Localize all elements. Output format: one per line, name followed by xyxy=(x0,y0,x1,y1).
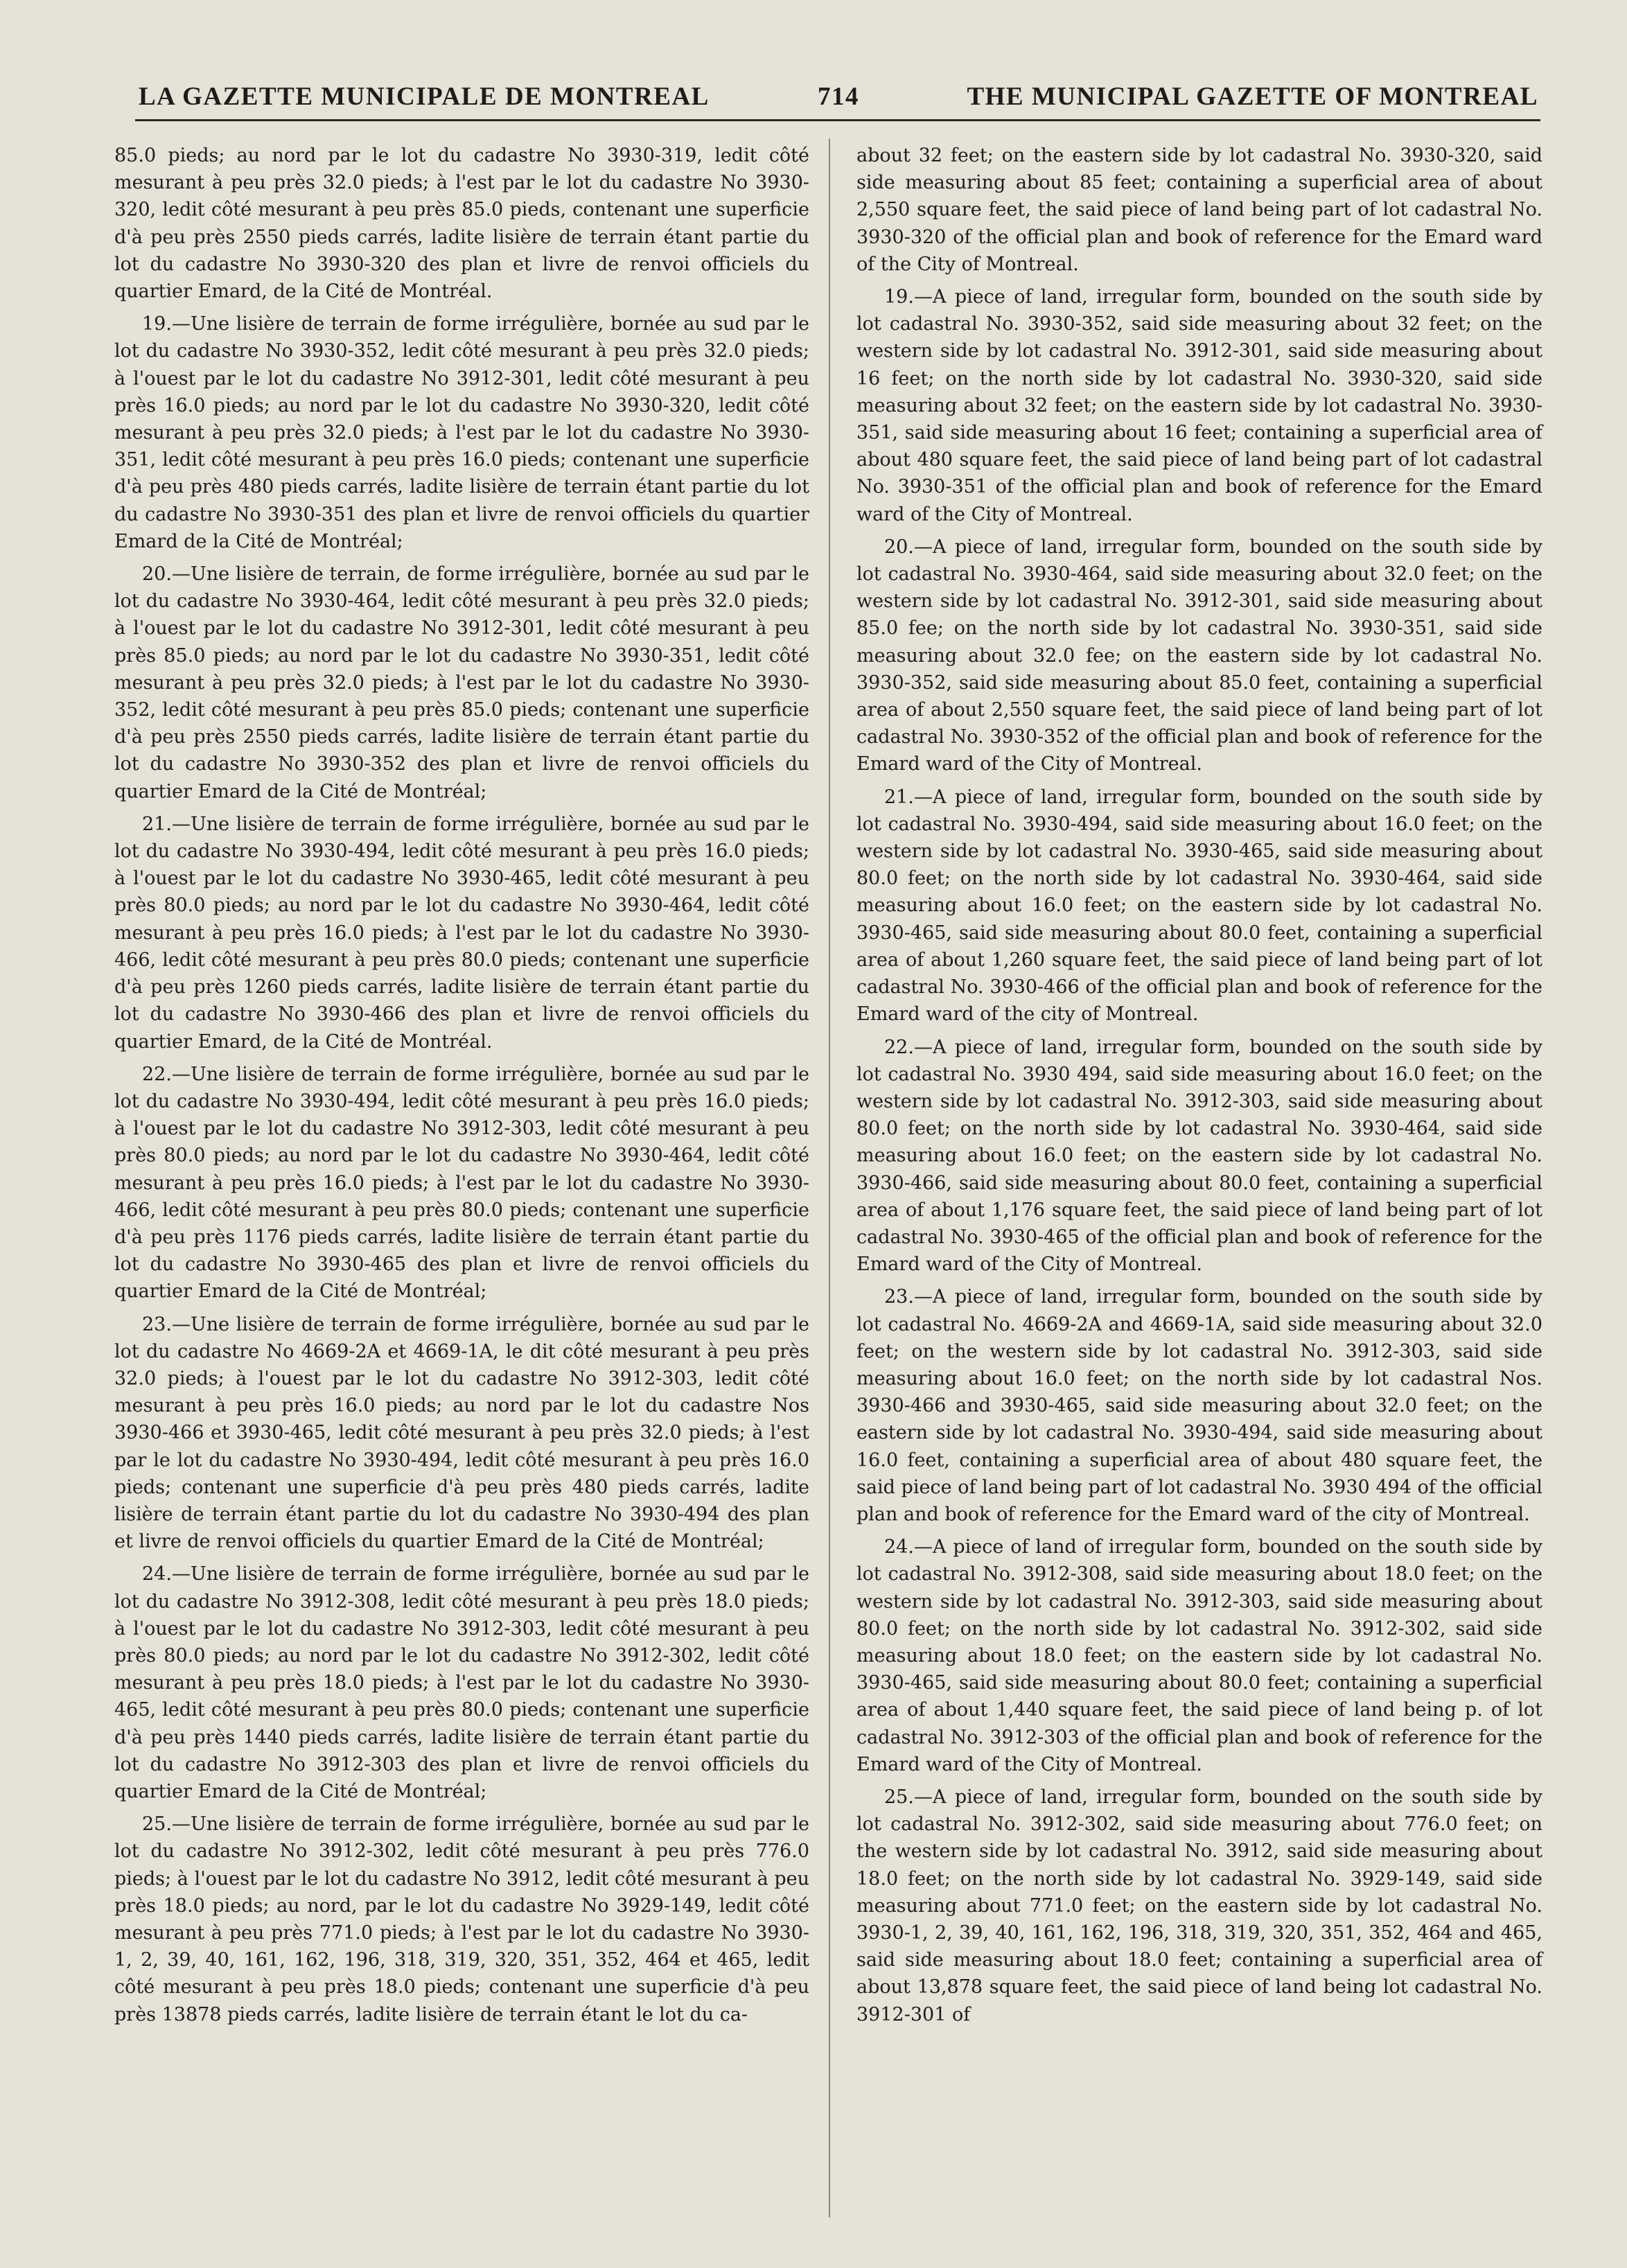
paragraph-fr-24: 24.—Une lisière de terrain de forme irrégulière, bornée au sud par le lot du cadastre No 3912-308, ledit côté mesurant à peu près 18.0 pieds; à l'ouest par le lot du cadastre No 3912-303, ledit côté mesurant à peu près 80.0 pieds; au nord par le lot du cadastre No 3912-302, ledit côté mesurant à peu près 18.0 pieds; à l'est par le lot du cadastre No 3930-465, ledit côté mesurant à peu près 80.0 pieds; contenant une superficie d'à peu près 1440 pieds carrés, ladite lisière de terrain étant partie du lot du cadastre No 3912-303 des plan et livre de renvoi officiels du quartier Emard de la Cité de Montréal; xyxy=(114,1563,809,1802)
paragraph-en-18-end: about 32 feet; on the eastern side by lot cadastral No. 3930-320, said side measuring about 85 feet; containing a superficial area of about 2,550 square feet, the said piece of land being part of lot cadastral No. 3930-320 of the official plan and book of reference for the Emard ward of the City of Montreal. xyxy=(856,145,1542,275)
paragraph-fr-22: 22.—Une lisière de terrain de forme irrégulière, bornée au sud par le lot du cadastre No 3930-494, ledit côté mesurant à peu près 16.0 pieds; à l'ouest par le lot du cadastre No 3912-303, ledit côté mesurant à peu près 80.0 pieds; au nord par le lot du cadastre No 3930-464, ledit côté mesurant à peu près 16.0 pieds; à l'est par le lot du cadastre No 3930-466, ledit côté mesurant à peu près 80.0 pieds; contenant une superficie d'à peu près 1176 pieds carrés, ladite lisière de terrain étant partie du lot du cadastre No 3930-465 des plan et livre de renvoi officiels du quartier Emard de la Cité de Montréal; xyxy=(114,1063,809,1303)
page-header xyxy=(139,82,1538,118)
paragraph-en-20: 20.—A piece of land, irregular form, bounded on the south side by lot cadastral No. 3930-464, said side measuring about 32.0 feet; on the western side by lot cadastral No. 3912-301, said side measuring about 85.0 fee; on the north side by lot cadastral No. 3930-351, said side measuring about 32.0 fee; on the eastern side by lot cadastral No. 3930-352, said side measuring about 85.0 feet, containing a superficial area of about 2,550 square feet, the said piece of land being part of lot cadastral No. 3930-352 of the official plan and book of reference for the Emard ward of the City of Montreal. xyxy=(856,536,1542,775)
paragraph-en-23: 23.—A piece of land, irregular form, bounded on the south side by lot cadastral No. 4669-2A and 4669-1A, said side measuring about 32.0 feet; on the western side by lot cadastral No. 3912-303, said side measuring about 16.0 feet; on the north side by lot cadastral Nos. 3930-466 and 3930-465, said side measuring about 32.0 feet; on the eastern side by lot cadastral No. 3930-494, said side measuring about 16.0 feet, containing a superficial area of about 480 square feet, the said piece of land being part of lot cadastral No. 3930 494 of the official plan and book of reference for the Emard ward of the city of Montreal. xyxy=(856,1286,1542,1525)
paragraph-en-24: 24.—A piece of land of irregular form, bounded on the south side by lot cadastral No. 3912-308, said side measuring about 18.0 feet; on the western side by lot cadastral No. 3912-303, said side measuring about 80.0 feet; on the north side by lot cadastral No. 3912-302, said side measuring about 18.0 feet; on the eastern side by lot cadastral No. 3930-465, said side measuring about 80.0 feet; containing a superficial area of about 1,440 square feet, the said piece of land being p. of lot cadastral No. 3912-303 of the official plan and book of reference for the Emard ward of the City of Montreal. xyxy=(856,1536,1542,1775)
paragraph-en-21: 21.—A piece of land, irregular form, bounded on the south side by lot cadastral No. 3930-494, said side measuring about 16.0 feet; on the western side by lot cadastral No. 3930-465, said side measuring about 80.0 feet; on the north side by lot cadastral No. 3930-464, said side measuring about 16.0 feet; on the eastern side by lot cadastral No. 3930-465, said side measuring about 80.0 feet, containing a superficial area of about 1,260 square feet, the said piece of land being part of lot cadastral No. 3930-466 of the official plan and book of reference for the Emard ward of the city of Montreal. xyxy=(856,786,1542,1026)
paragraph-en-19: 19.—A piece of land, irregular form, bounded on the south side by lot cadastral No. 3930-352, said side measuring about 32 feet; on the western side by lot cadastral No. 3912-301, said side measuring about 16 feet; on the north side by lot cadastral No. 3930-320, said side measuring about 32 feet; on the eastern side by lot cadastral No. 3930-351, said side measuring about 16 feet; containing a superficial area of about 480 square feet, the said piece of land being part of lot cadastral No. 3930-351 of the official plan and book of reference for the Emard ward of the City of Montreal. xyxy=(856,286,1542,525)
paragraph-en-25: 25.—A piece of land, irregular form, bounded on the south side by lot cadastral No. 3912-302, said side measuring about 776.0 feet; on the western side by lot cadastral No. 3912, said side measuring about 18.0 feet; on the north side by lot cadastral No. 3929-149, said side measuring about 771.0 feet; on the eastern side by lot cadastral No. 3930-1, 2, 39, 40, 161, 162, 196, 318, 319, 320, 351, 352, 464 and 465, said side measuring about 18.0 feet; containing a superficial area of about 13,878 square feet, the said piece of land being lot cadastral No. 3912-301 of xyxy=(856,1786,1542,2025)
paragraph-fr-20: 20.—Une lisière de terrain, de forme irrégulière, bornée au sud par le lot du cadastre No 3930-464, ledit côté mesurant à peu près 32.0 pieds; à l'ouest par le lot du cadastre No 3912-301, ledit côté mesurant à peu près 85.0 pieds; au nord par le lot du cadastre No 3930-351, ledit côté mesurant à peu près 32.0 pieds; à l'est par le lot du cadastre No 3930-352, ledit côté mesurant à peu près 85.0 pieds; contenant une superficie d'à peu près 2550 pieds carrés, ladite lisière de terrain étant partie du lot du cadastre No 3930-352 des plan et livre de renvoi officiels du quartier Emard de la Cité de Montréal; xyxy=(114,563,809,802)
paragraph-fr-18-end: 85.0 pieds; au nord par le lot du cadastre No 3930-319, ledit côté mesurant à peu près 32.0 pieds; à l'est par le lot du cadastre No 3930-320, ledit côté mesurant à peu près 85.0 pieds, contenant une superficie d'à peu près 2550 pieds carrés, ladite lisière de terrain étant partie du lot du cadastre No 3930-320 des plan et livre de renvoi officiels du quartier Emard, de la Cité de Montréal. xyxy=(114,145,809,303)
paragraph-fr-23: 23.—Une lisière de terrain de forme irrégulière, bornée au sud par le lot du cadastre No 4669-2A et 4669-1A, le dit côté mesurant à peu près 32.0 pieds; à l'ouest par le lot du cadastre No 3912-303, ledit côté mesurant à peu près 16.0 pieds; au nord par le lot du cadastre Nos 3930-466 et 3930-465, ledit côté mesurant à peu près 32.0 pieds; à l'est par le lot du cadastre No 3930-494, ledit côté mesurant à peu près 16.0 pieds; contenant une superficie d'à peu près 480 pieds carrés, ladite lisière de terrain étant partie du lot du cadastre No 3930-494 des plan et livre de renvoi officiels du quartier Emard de la Cité de Montréal; xyxy=(114,1313,809,1553)
french-column xyxy=(114,142,809,2034)
header-title-french: LA GAZETTE MUNICIPALE DE MONTREAL xyxy=(139,82,710,111)
english-column xyxy=(856,142,1542,2034)
column-divider xyxy=(829,139,830,2217)
paragraph-fr-25: 25.—Une lisière de terrain de forme irrégulière, bornée au sud par le lot du cadastre No 3912-302, ledit côté mesurant à peu près 776.0 pieds; à l'ouest par le lot du cadastre No 3912, ledit côté mesurant à peu près 18.0 pieds; au nord, par le lot du cadastre No 3929-149, ledit côté mesurant à peu près 771.0 pieds; à l'est par le lot du cadastre No 3930-1, 2, 39, 40, 161, 162, 196, 318, 319, 320, 351, 352, 464 et 465, ledit côté mesurant à peu près 18.0 pieds; contenant une superficie d'à peu près 13878 pieds carrés, ladite lisière de terrain étant le lot du ca- xyxy=(114,1813,809,2025)
page-number: 714 xyxy=(818,82,859,111)
header-rule xyxy=(135,119,1540,121)
paragraph-en-22: 22.—A piece of land, irregular form, bounded on the south side by lot cadastral No. 3930 494, said side measuring about 16.0 feet; on the western side by lot cadastral No. 3912-303, said side measuring about 80.0 feet; on the north side by lot cadastral No. 3930-464, said side measuring about 16.0 feet; on the eastern side by lot cadastral No. 3930-466, said side measuring about 80.0 feet, containing a superficial area of about 1,176 square feet, the said piece of land being part of lot cadastral No. 3930-465 of the official plan and book of reference for the Emard ward of the City of Montreal. xyxy=(856,1036,1542,1276)
header-title-english: THE MUNICIPAL GAZETTE OF MONTREAL xyxy=(967,82,1538,111)
paragraph-fr-19: 19.—Une lisière de terrain de forme irrégulière, bornée au sud par le lot du cadastre No 3930-352, ledit côté mesurant à peu près 32.0 pieds; à l'ouest par le lot du cadastre No 3912-301, ledit côté mesurant à peu près 16.0 pieds; au nord par le lot du cadastre No 3930-320, ledit côté mesurant à peu près 32.0 pieds; à l'est par le lot du cadastre No 3930-351, ledit côté mesurant à peu près 16.0 pieds; contenant une superficie d'à peu près 480 pieds carrés, ladite lisière de terrain étant partie du lot du cadastre No 3930-351 des plan et livre de renvoi officiels du quartier Emard de la Cité de Montréal; xyxy=(114,313,809,552)
paragraph-fr-21: 21.—Une lisière de terrain de forme irrégulière, bornée au sud par le lot du cadastre No 3930-494, ledit côté mesurant à peu près 16.0 pieds; à l'ouest par le lot du cadastre No 3930-465, ledit côté mesurant à peu près 80.0 pieds; au nord par le lot du cadastre No 3930-464, ledit côté mesurant à peu près 16.0 pieds; à l'est par le lot du cadastre No 3930-466, ledit côté mesurant à peu près 80.0 pieds; contenant une superficie d'à peu près 1260 pieds carrés, ladite lisière de terrain étant partie du lot du cadastre No 3930-466 des plan et livre de renvoi officiels du quartier Emard, de la Cité de Montréal. xyxy=(114,813,809,1053)
